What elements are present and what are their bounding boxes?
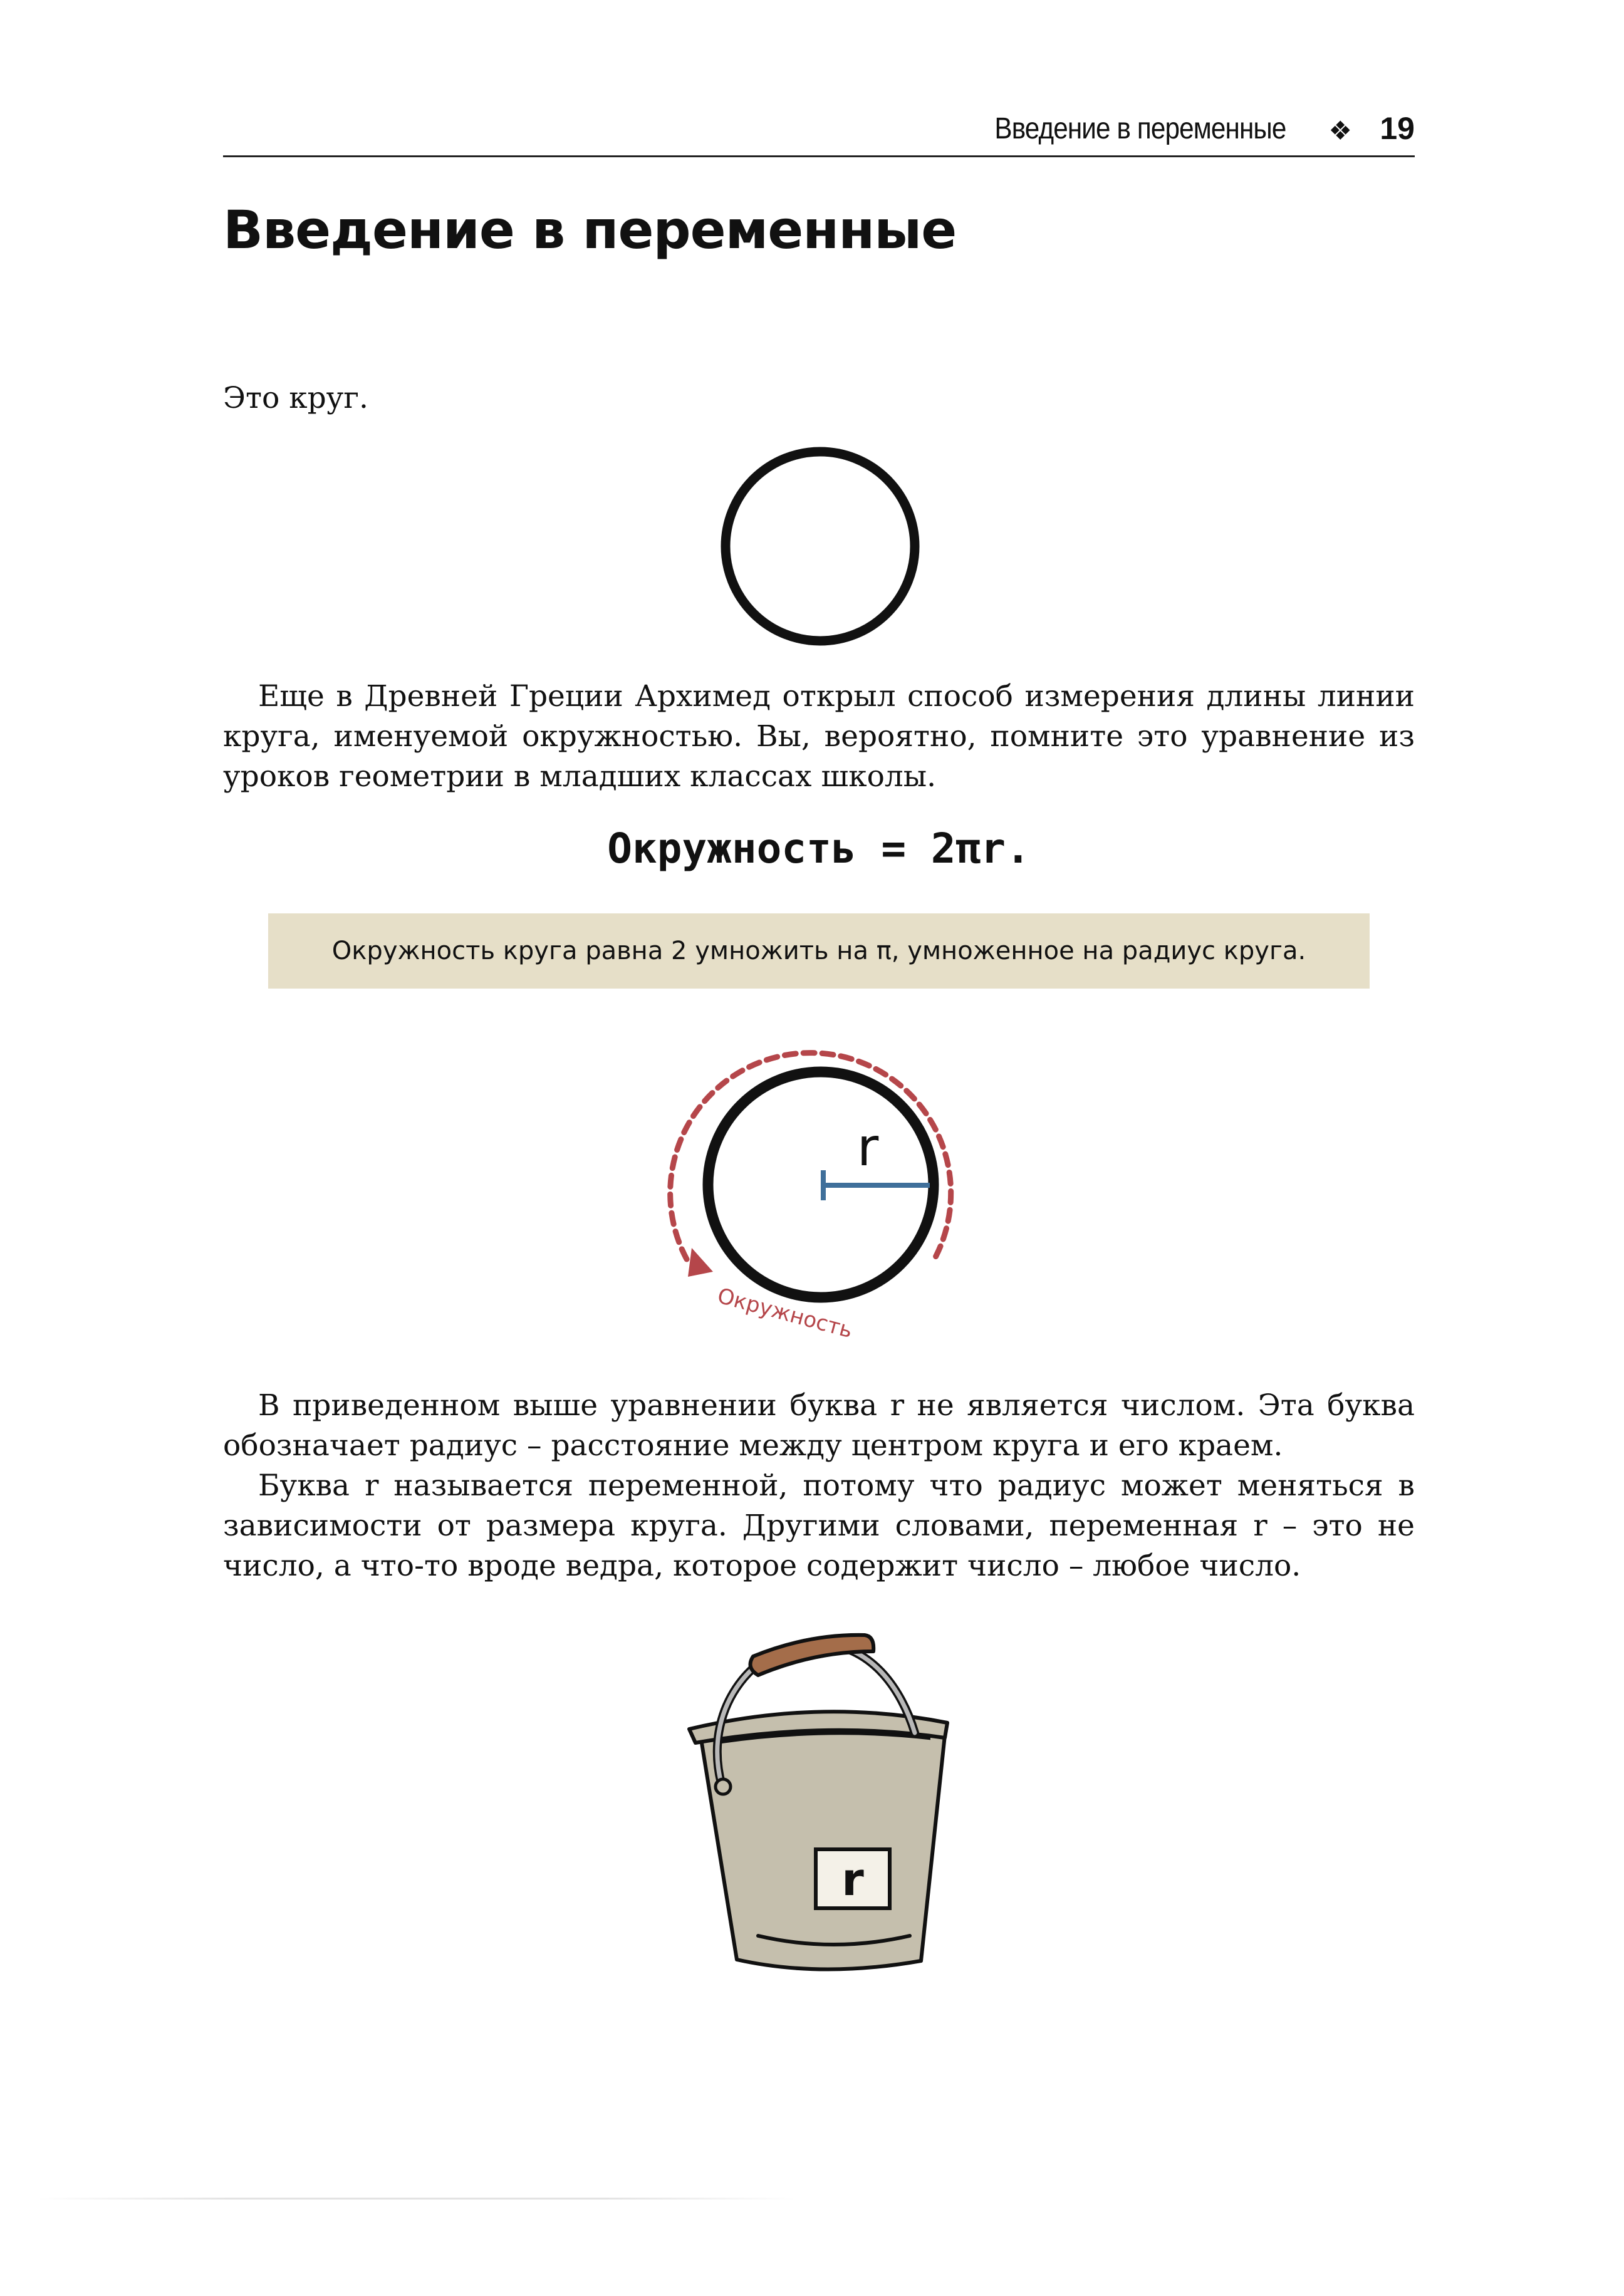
running-head-title: Введение в переменные [994,112,1286,145]
bucket-illustration [683,1610,959,1986]
bucket-label: r [841,1853,864,1906]
page-number: 19 [1380,111,1415,146]
page-footer-line [38,2198,796,2200]
bucket-hinge [716,1779,731,1794]
circumference-arrow-icon [688,1248,713,1277]
paragraph-variable: Буква r называется переменной, потому что радиус может меняться в зависимости от размера круга. Другими словами, переменная r – это не число, а что-то вроде ведра, которое содержит число – любое число. [223,1468,1415,1583]
ornament-icon: ❖ [1328,116,1352,145]
formula-caption: Окружность круга равна 2 умножить на π, умноженное на радиус круга. [331,937,1306,965]
circle-illustration [717,444,924,650]
circumference-formula: Окружность = 2πr. [607,824,1031,873]
radius-circumference-diagram [664,1027,990,1344]
paragraph-intro: Это круг. [223,381,368,415]
chapter-title: Введение в переменные [223,199,957,261]
paragraph-archimedes: Еще в Древней Греции Архимед открыл способ измерения длины линии круга, именуемой окружностью. Вы, вероятно, помните это уравнение из уроков геометрии в младших классах школы. [223,679,1415,794]
radius-label: r [856,1116,879,1178]
running-head [223,110,1415,157]
formula-caption-box [268,913,1370,989]
paragraph-radius: В приведенном выше уравнении буква r не является числом. Эта буква обозначает радиус – расстояние между центром круга и его краем. [223,1388,1415,1463]
circumference-label: Окружность [714,1283,855,1344]
